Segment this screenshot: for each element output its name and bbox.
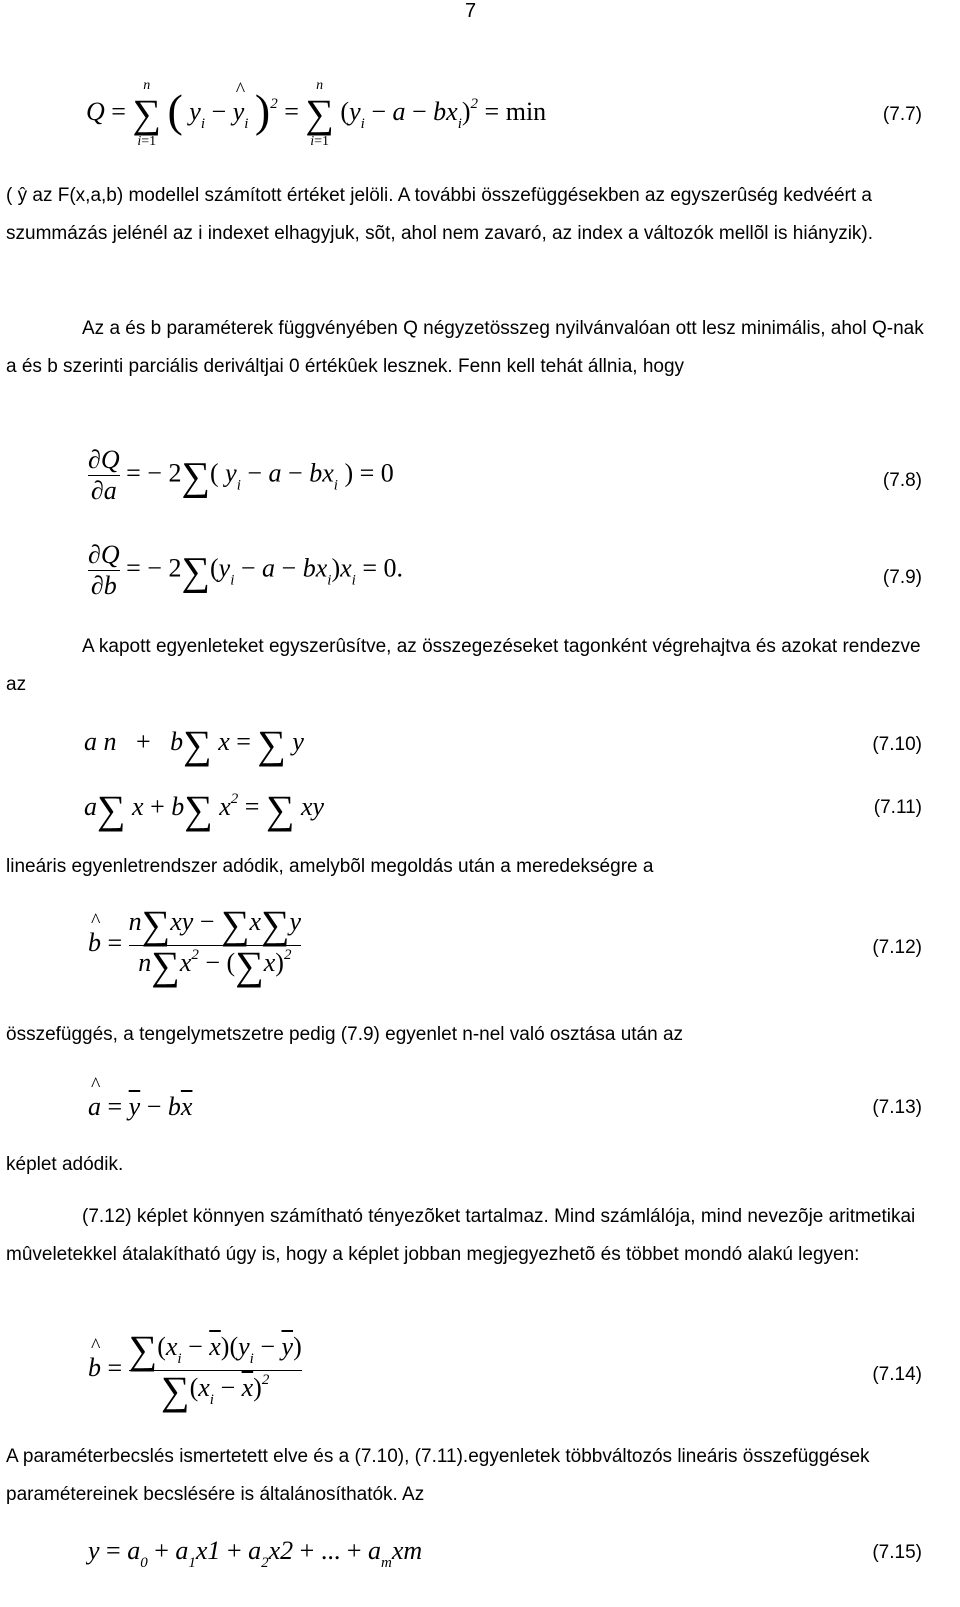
paragraph-5: összefüggés, a tengelymetszetre pedig (7.9) egyenlet n-nel való osztása után az xyxy=(6,1024,684,1045)
equation-number-7-14: (7.14) xyxy=(872,1364,922,1385)
paragraph-2: Az a és b paraméterek függvényében Q négyzetösszeg nyilvánvalóan ott lesz minimális, ahol Q-nak a és b szerinti parciális deriváltjai 0 értékûek lesznek. Fenn kell tehát állnia, hogy xyxy=(6,318,924,377)
paragraph-4: lineáris egyenletrendszer adódik, amelybõl megoldás után a meredekségre a xyxy=(6,856,654,877)
equation-7-13: ^ $a = \overline{y} - b\overline{x}$ xyxy=(88,1092,192,1122)
equation-7-14: ^ b = $\frac{\sum(x_i - \overline{x})(y_i - \overline{y})}{\sum(x_i - \overline{x})^2}$ xyxy=(88,1330,302,1411)
equation-number-7-12: (7.12) xyxy=(872,937,922,958)
equation-number-7-11: (7.11) xyxy=(873,797,922,818)
equation-7-11: a∑ x + b∑ $x^2$ = ∑ xy xyxy=(84,787,325,832)
page-number: 7 xyxy=(465,0,477,22)
paragraph-7: (7.12) képlet könnyen számítható tényezõket tartalmaz. Mind számlálója, mind nevezõje aritmetikai mûveletekkel átalakítható úgy is, hogy a képlet jobban megjegyezhetõ és többet mondó alakú legyen: xyxy=(6,1206,916,1265)
paragraph-8 xyxy=(6,1438,930,1514)
equation-7-15: $y = a_0 + a_1x1 + a_2x2$ + ... + $a_mxm$ xyxy=(88,1536,423,1571)
equation-number-7-8: (7.8) xyxy=(882,470,922,491)
equation-7-12: ^ b = $\frac{n\sum xy - \sum x\sum y}{n\sum x^2 - (\sum x)^2}$ xyxy=(88,905,301,986)
equation-number-7-9: (7.9) xyxy=(882,567,922,588)
paragraph-3: A kapott egyenleteket egyszerûsítve, az összegezéseket tagonként végrehajtva és azokat rendezve az xyxy=(6,636,921,695)
equation-7-8: $\frac{\partial Q}{\partial a}$ = − 2∑( $y_i - a - bx_i$ ) = 0 xyxy=(88,445,394,505)
equation-number-7-10: (7.10) xyxy=(872,734,922,755)
paragraph-8-text: A paraméterbecslés ismertetett elve és a (7.10), (7.11).egyenletek többváltozós lineáris összefüggések paramétereinek becslésére is általánosíthatók. Az xyxy=(6,1446,870,1505)
equation-7-9: $\frac{\partial Q}{\partial b}$ = − $2\sum(y_i - a - bx_i)x_i = 0$. xyxy=(88,540,403,600)
paragraph-6: képlet adódik. xyxy=(6,1154,124,1175)
equation-7-10: a n + b∑ x = ∑ y xyxy=(84,722,304,767)
equation-number-7-13: (7.13) xyxy=(872,1097,922,1118)
equation-number-7-7: (7.7) xyxy=(882,104,922,125)
paragraph-1: ( ŷ az F(x,a,b) modellel számított értéket jelöli. A további összefüggésekben az egyszerûség kedvéért a szummázás jelénél az i indexet elhagyjuk, sõt, ahol nem zavaró, az index a változók mellõl is hiányzik). xyxy=(6,185,874,244)
equation-number-7-15: (7.15) xyxy=(872,1542,922,1563)
equation-7-7: Q = n ∑ i=1 ( $y_i$ − ^ $y_i$ )$^2$ = n ∑ i=1 $(y_i - a - bx_i)^2 = \min$ xyxy=(86,78,546,150)
